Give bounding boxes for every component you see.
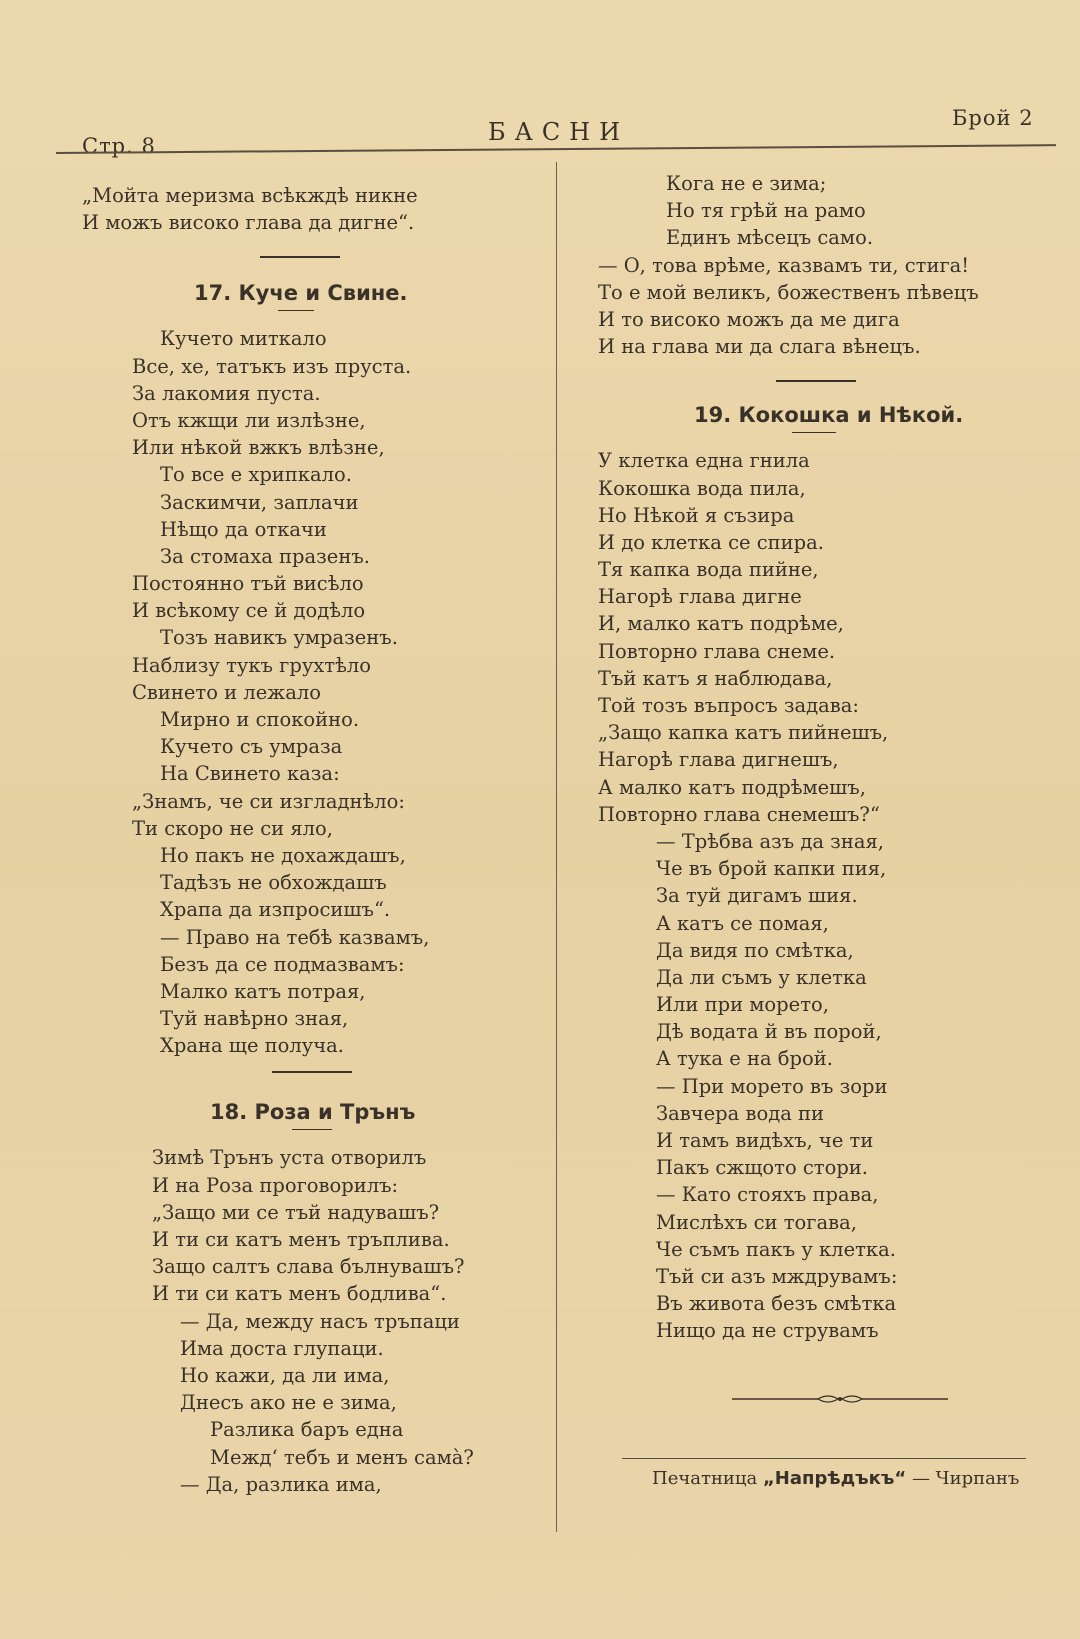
verse-line: А малко катъ подрѣмешъ, [598, 775, 866, 799]
verse-line: „Знамъ, че си изгладнѣло: [132, 789, 405, 813]
fable-title-19: 19. Кокошка и Нѣкой. [694, 403, 964, 428]
verse-line: Нищо да не струвамъ [656, 1319, 879, 1343]
verse-line: И на Роза проговорилъ: [152, 1173, 399, 1197]
verse-line: Или при морето, [656, 993, 829, 1017]
verse-line: — Право на тебѣ казвамъ, [160, 925, 430, 949]
verse-line: Повторно глава снемешъ?“ [598, 802, 880, 826]
verse-line: Храна ще получа. [160, 1034, 344, 1058]
verse-line: — О, това врѣме, казвамъ ти, стига! [598, 253, 970, 277]
verse-line: Единъ мѣсецъ само. [666, 226, 874, 250]
verse-line: Той тозъ въпросъ задава: [598, 694, 859, 717]
verse-line: — При морето въ зори [656, 1074, 888, 1098]
fable-17-text [82, 325, 542, 1059]
verse-line: Нагорѣ глава дигне [598, 585, 802, 609]
verse-line: Кокошка вода пила, [598, 476, 806, 500]
right-column [598, 170, 1038, 1345]
verse-line: Но пакъ не дохаждашъ, [160, 843, 406, 867]
section-title: БАСНИ [488, 118, 630, 146]
verse-line: Кучето миткало [160, 327, 327, 351]
verse-line: Мирно и спокойно. [160, 708, 360, 731]
fable-19-text [598, 447, 1038, 1344]
verse-line: Пакъ сжщото стори. [656, 1156, 869, 1180]
verse-line: — Като стояхъ права, [656, 1183, 879, 1207]
column-divider [556, 162, 557, 1532]
verse-line: Туй навѣрно зная, [160, 1007, 349, 1031]
verse-line: Тъй катъ я наблюдава, [598, 666, 833, 690]
verse-line: Тадѣзъ не обхождашъ [160, 871, 387, 895]
verse-line: — Да, между насъ тръпаци [180, 1309, 460, 1333]
verse-line: Кучето съ умраза [160, 735, 343, 759]
verse-line: И тамъ видѣхъ, че ти [656, 1129, 874, 1152]
verse-line: За туй дигамъ шия. [656, 884, 858, 908]
verse-line: И то високо можъ да ме дига [598, 307, 900, 331]
verse-line: Наблизу тукъ грухтѣло [132, 653, 371, 677]
verse-line: Храпа да изпросишъ“. [160, 898, 391, 922]
verse-line: Да видя по смѣтка, [656, 938, 854, 962]
fable-18-text [82, 1144, 542, 1497]
verse-line: А тука е на брой. [656, 1047, 833, 1071]
verse-line: И ти си катъ менъ тръплива. [152, 1228, 450, 1251]
verse-line: Ти скоро не си яло, [132, 816, 333, 840]
verse-line: Межд‘ тебъ и менъ самà? [210, 1445, 474, 1469]
verse-line: Въ живота безъ смѣтка [656, 1292, 897, 1316]
verse-line: Но Нѣкой я съзира [598, 503, 795, 527]
ornament-divider [730, 1392, 950, 1406]
verse-line: То е мой великъ, божественъ пѣвецъ [598, 280, 979, 304]
fable-18-continuation [598, 170, 1038, 360]
verse-line: И всѣкому се й додѣло [132, 599, 366, 623]
page-number: Стр. 8 [82, 134, 156, 158]
verse-line: — Трѣбва азъ да зная, [656, 829, 884, 853]
left-column [82, 182, 542, 1498]
verse-line: И до клетка се спира. [598, 530, 824, 554]
verse-line: Нѣщо да откачи [160, 517, 327, 541]
verse-line: За лакомия пуста. [132, 381, 321, 405]
verse-line: Безъ да се подмазвамъ: [160, 952, 405, 976]
verse-line: Че съмъ пакъ у клетка. [656, 1237, 896, 1261]
verse-line: Постоянно тъй висѣло [132, 572, 364, 596]
verse-line: „Защо капка катъ пийнешъ, [598, 721, 889, 745]
verse-line: Тя капка вода пийне, [598, 558, 819, 582]
verse-line: Днесъ ако не е зима, [180, 1391, 397, 1415]
verse-line: Че въ брой капки пия, [656, 857, 887, 881]
verse-line: Разлика баръ една [210, 1418, 404, 1442]
imprint-city: — Чирпанъ [906, 1468, 1020, 1489]
verse-line: И, малко катъ подрѣме, [598, 612, 844, 636]
verse-line: Завчера вода пи [656, 1101, 825, 1125]
verse-line: Дѣ водата й въ порой, [656, 1020, 882, 1044]
imprint-prefix: Печатница [652, 1468, 763, 1489]
verse-line: То все е хрипкало. [160, 463, 352, 487]
verse-line: Заскимчи, заплачи [160, 490, 359, 514]
verse-line: А катъ се помая, [656, 911, 829, 935]
verse-line: Тозъ навикъ умразенъ. [160, 626, 398, 650]
verse-line: Зимѣ Трънъ уста отворилъ [152, 1146, 427, 1170]
issue-number: Брой 2 [952, 106, 1034, 130]
verse-line: Да ли съмъ у клетка [656, 965, 867, 989]
verse-line: Повторно глава снеме. [598, 639, 836, 663]
verse-line: За стомаха празенъ. [160, 544, 370, 568]
verse-line: Има доста глупаци. [180, 1336, 384, 1360]
verse-line: На Свинето каза: [160, 762, 340, 786]
verse-line: Малко катъ потрая, [160, 979, 366, 1003]
verse-line: Кога не е зима; [666, 172, 827, 195]
verse-line: Свинето и лежало [132, 680, 321, 704]
verse-line: Защо салтъ слава бълнувашъ? [152, 1255, 465, 1279]
imprint [652, 1468, 1019, 1489]
verse-line: У клетка една гнила [598, 449, 810, 473]
verse-line: Но кажи, да ли има, [180, 1363, 390, 1387]
verse-line: Отъ кжщи ли излѣзне, [132, 408, 366, 432]
verse-line: И ти си катъ менъ бодлива“. [152, 1282, 447, 1306]
footer-rule [622, 1458, 1026, 1459]
printing-house-name: „Напрѣдъкъ“ [762, 1468, 907, 1489]
verse-line: Все, хе, татъкъ изъ пруста. [132, 354, 412, 378]
fable-title-18: 18. Роза и Трънъ [210, 1100, 416, 1125]
verse-line: Мислѣхъ си тогава, [656, 1210, 857, 1234]
fable-title-17: 17. Куче и Свине. [194, 281, 408, 306]
verse-line: Но тя грѣй на рамо [666, 199, 866, 223]
verse-line: „Мойта меризма всѣкждѣ никне [82, 184, 418, 207]
verse-line: Тъй си азъ мждрувамъ: [656, 1264, 898, 1288]
verse-line: — Да, разлика има, [180, 1472, 382, 1496]
verse-line: Нагорѣ глава дигнешъ, [598, 748, 839, 772]
verse-line: Или нѣкой вжкъ влѣзне, [132, 436, 385, 460]
verse-line: И можъ високо глава да дигне“. [82, 211, 415, 235]
verse-line: „Защо ми се тъй надувашъ? [152, 1200, 440, 1224]
verse-line: И на глава ми да слага вѣнецъ. [598, 335, 921, 359]
